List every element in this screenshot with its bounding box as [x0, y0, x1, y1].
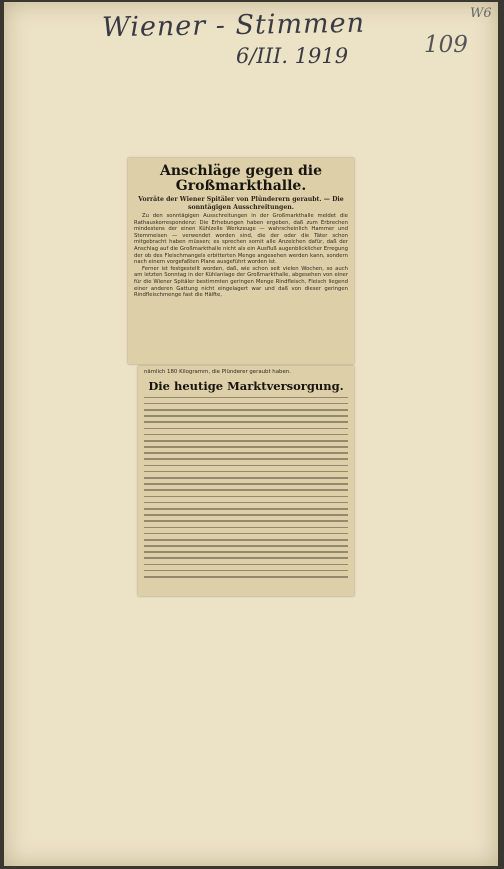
handwritten-number: 109 [424, 32, 468, 58]
clipping-2-body-text [144, 397, 348, 578]
clipping-1-headline: Anschläge gegen die Großmarkthalle. [159, 163, 323, 194]
clipping-1-subheadline: Vorräte der Wiener Spitäler von Plünderern geraubt. — Die sonntägigen Ausschreitungen. [138, 196, 344, 211]
clipping-1-body [134, 213, 348, 299]
clipping-2-headline: Die heutige Marktversorgung. [148, 378, 344, 393]
clipping-1-paragraph-1: Zu den sonntägigen Ausschreitungen in der Großmarkthalle meldet die Rathauskorrespondenz: Die Erhebungen haben ergeben, daß zum Erbrechen mindestens der einen Kühlzelle Werkzeuge — wahrscheinlich Hammer und Stemmeisen — verwendet worden sind, die der oder die Täter schon mitgebracht haben müssen; es sprechen somit alle Anzeichen dafür, daß der Anschlag auf die Großmarkthalle nicht als ein Ausfluß augenblicklicher Erregung der ob des Fleischmangels erbitterten Menge angesehen werden kann, sondern nach einem vorgefaßten Plane ausgeführt worden ist. [134, 213, 348, 266]
archive-sheet [4, 2, 498, 866]
handwritten-corner-mark: W6 [470, 6, 492, 21]
handwritten-title: Wiener - Stimmen [101, 7, 366, 44]
newspaper-clipping-1 [128, 158, 354, 364]
clipping-1-paragraph-2: Ferner ist festgestellt worden, daß, wie schon seit vielen Wochen, so auch am letzten Sonntag in der Kühlanlage der Großmarkthalle, abgesehen von einer für die Wiener Spitäler bestimmten geringen Menge Rindfleisch, Fleisch liegend einer anderen Gattung nicht eingelagert war und daß von dieser geringen Rindfleischmenge fast die Hälfte, [134, 265, 348, 299]
handwritten-date: 6/III. 1919 [236, 44, 349, 68]
newspaper-clipping-2 [138, 366, 354, 596]
clipping-2-lead-line: nämlich 180 Kilogramm, die Plünderer geraubt haben. [144, 369, 291, 375]
